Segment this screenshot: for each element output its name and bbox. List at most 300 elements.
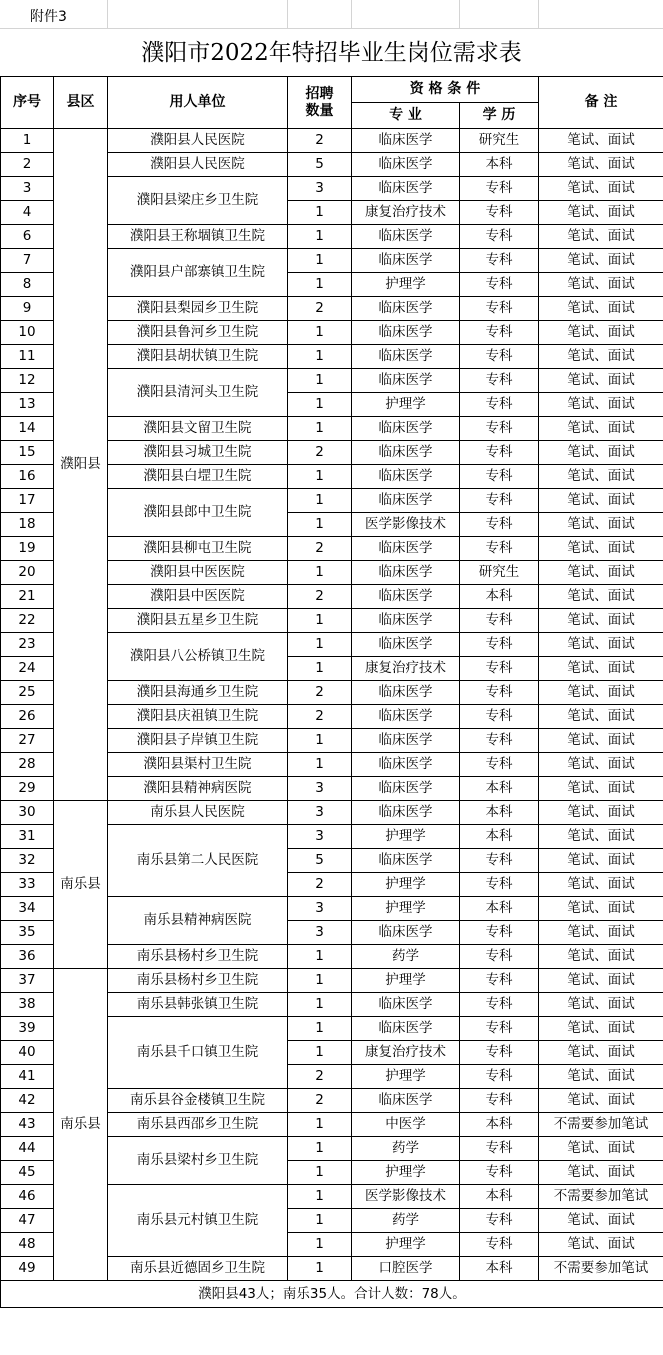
cell-seq: 42	[1, 1089, 54, 1113]
cell-major: 临床医学	[352, 585, 460, 609]
cell-remarks: 笔试、面试	[539, 777, 663, 801]
cell-seq: 41	[1, 1065, 54, 1089]
cell-quota: 1	[288, 1113, 352, 1137]
cell-employer: 南乐县人民医院	[108, 801, 288, 825]
cell-education: 本科	[460, 801, 539, 825]
cell-employer: 南乐县谷金楼镇卫生院	[108, 1089, 288, 1113]
cell-quota: 1	[288, 225, 352, 249]
cell-remarks: 笔试、面试	[539, 1137, 663, 1161]
cell-employer: 濮阳县子岸镇卫生院	[108, 729, 288, 753]
cell-remarks: 笔试、面试	[539, 993, 663, 1017]
cell-quota: 3	[288, 921, 352, 945]
cell-seq: 9	[1, 297, 54, 321]
cell-quota: 1	[288, 1257, 352, 1281]
header-county: 县区	[54, 77, 108, 129]
cell-quota: 1	[288, 513, 352, 537]
header-seq: 序号	[1, 77, 54, 129]
cell-education: 专科	[460, 1065, 539, 1089]
cell-major: 护理学	[352, 969, 460, 993]
cell-quota: 1	[288, 1185, 352, 1209]
cell-quota: 1	[288, 657, 352, 681]
header-quota: 招聘数量	[288, 77, 352, 129]
cell-employer: 濮阳县文留卫生院	[108, 417, 288, 441]
cell-employer: 濮阳县人民医院	[108, 129, 288, 153]
cell-major: 临床医学	[352, 441, 460, 465]
cell-remarks: 笔试、面试	[539, 729, 663, 753]
cell-education: 专科	[460, 1017, 539, 1041]
cell-seq: 7	[1, 249, 54, 273]
cell-quota: 1	[288, 369, 352, 393]
cell-seq: 49	[1, 1257, 54, 1281]
cell-major: 药学	[352, 1209, 460, 1233]
cell-employer: 南乐县西邵乡卫生院	[108, 1113, 288, 1137]
cell-remarks: 笔试、面试	[539, 849, 663, 873]
cell-major: 临床医学	[352, 777, 460, 801]
cell-major: 医学影像技术	[352, 513, 460, 537]
cell-major: 临床医学	[352, 489, 460, 513]
cell-major: 临床医学	[352, 369, 460, 393]
cell-education: 专科	[460, 537, 539, 561]
cell-seq: 34	[1, 897, 54, 921]
cell-employer: 濮阳县清河头卫生院	[108, 369, 288, 417]
cell-employer: 南乐县梁村乡卫生院	[108, 1137, 288, 1185]
cell-major: 护理学	[352, 1233, 460, 1257]
cell-remarks: 笔试、面试	[539, 273, 663, 297]
cell-seq: 45	[1, 1161, 54, 1185]
cell-employer: 濮阳县白堽卫生院	[108, 465, 288, 489]
cell-employer: 濮阳县户部寨镇卫生院	[108, 249, 288, 297]
cell-quota: 1	[288, 729, 352, 753]
cell-major: 护理学	[352, 273, 460, 297]
cell-quota: 3	[288, 801, 352, 825]
cell-major: 护理学	[352, 1065, 460, 1089]
cell-quota: 1	[288, 1161, 352, 1185]
cell-major: 临床医学	[352, 177, 460, 201]
cell-seq: 30	[1, 801, 54, 825]
cell-education: 本科	[460, 153, 539, 177]
cell-employer: 南乐县杨村乡卫生院	[108, 945, 288, 969]
cell-education: 专科	[460, 681, 539, 705]
cell-county: 濮阳县	[54, 129, 108, 801]
cell-major: 康复治疗技术	[352, 1041, 460, 1065]
cell-remarks: 笔试、面试	[539, 369, 663, 393]
cell-education: 专科	[460, 393, 539, 417]
cell-education: 本科	[460, 1257, 539, 1281]
gridline	[287, 0, 288, 28]
cell-quota: 2	[288, 297, 352, 321]
cell-education: 本科	[460, 825, 539, 849]
cell-remarks: 笔试、面试	[539, 561, 663, 585]
cell-quota: 2	[288, 873, 352, 897]
page-title: 濮阳市2022年特招毕业生岗位需求表	[141, 40, 522, 66]
cell-education: 专科	[460, 465, 539, 489]
cell-seq: 43	[1, 1113, 54, 1137]
cell-major: 临床医学	[352, 417, 460, 441]
cell-seq: 33	[1, 873, 54, 897]
cell-education: 专科	[460, 753, 539, 777]
cell-employer: 濮阳县中医医院	[108, 585, 288, 609]
cell-major: 临床医学	[352, 321, 460, 345]
cell-employer: 濮阳县八公桥镇卫生院	[108, 633, 288, 681]
cell-education: 专科	[460, 345, 539, 369]
cell-seq: 24	[1, 657, 54, 681]
cell-quota: 3	[288, 177, 352, 201]
cell-education: 专科	[460, 369, 539, 393]
cell-quota: 1	[288, 201, 352, 225]
cell-remarks: 笔试、面试	[539, 1233, 663, 1257]
cell-education: 专科	[460, 657, 539, 681]
cell-remarks: 笔试、面试	[539, 801, 663, 825]
header-major: 专 业	[352, 103, 460, 129]
cell-employer: 濮阳县梁庄乡卫生院	[108, 177, 288, 225]
cell-education: 专科	[460, 609, 539, 633]
cell-major: 临床医学	[352, 921, 460, 945]
cell-remarks: 笔试、面试	[539, 1209, 663, 1233]
gridline	[538, 0, 539, 28]
cell-quota: 2	[288, 705, 352, 729]
cell-quota: 3	[288, 825, 352, 849]
cell-remarks: 笔试、面试	[539, 441, 663, 465]
cell-major: 护理学	[352, 873, 460, 897]
cell-education: 本科	[460, 1185, 539, 1209]
cell-education: 专科	[460, 177, 539, 201]
cell-seq: 37	[1, 969, 54, 993]
cell-remarks: 不需要参加笔试	[539, 1257, 663, 1281]
cell-quota: 1	[288, 465, 352, 489]
cell-employer: 濮阳县精神病医院	[108, 777, 288, 801]
cell-quota: 2	[288, 1065, 352, 1089]
cell-major: 中医学	[352, 1113, 460, 1137]
cell-employer: 濮阳县海通乡卫生院	[108, 681, 288, 705]
table-row	[1, 129, 663, 153]
cell-major: 临床医学	[352, 297, 460, 321]
cell-seq: 22	[1, 609, 54, 633]
cell-major: 临床医学	[352, 537, 460, 561]
cell-employer: 濮阳县人民医院	[108, 153, 288, 177]
cell-remarks: 笔试、面试	[539, 537, 663, 561]
cell-employer: 濮阳县鲁河乡卫生院	[108, 321, 288, 345]
cell-employer: 濮阳县习城卫生院	[108, 441, 288, 465]
cell-major: 药学	[352, 1137, 460, 1161]
cell-quota: 5	[288, 849, 352, 873]
attachment-label: 附件3	[30, 9, 67, 25]
cell-quota: 2	[288, 129, 352, 153]
cell-employer: 南乐县第二人民医院	[108, 825, 288, 897]
cell-education: 专科	[460, 993, 539, 1017]
cell-remarks: 笔试、面试	[539, 345, 663, 369]
cell-education: 本科	[460, 1113, 539, 1137]
cell-employer: 南乐县精神病医院	[108, 897, 288, 945]
gridline	[107, 0, 108, 28]
cell-seq: 14	[1, 417, 54, 441]
cell-remarks: 笔试、面试	[539, 177, 663, 201]
cell-quota: 1	[288, 1017, 352, 1041]
cell-remarks: 笔试、面试	[539, 1017, 663, 1041]
cell-major: 临床医学	[352, 561, 460, 585]
cell-education: 专科	[460, 1233, 539, 1257]
cell-remarks: 笔试、面试	[539, 897, 663, 921]
cell-employer: 濮阳县王称堌镇卫生院	[108, 225, 288, 249]
cell-education: 研究生	[460, 129, 539, 153]
cell-education: 专科	[460, 1089, 539, 1113]
cell-seq: 48	[1, 1233, 54, 1257]
table-row	[1, 969, 663, 993]
cell-major: 临床医学	[352, 849, 460, 873]
cell-education: 专科	[460, 873, 539, 897]
cell-quota: 1	[288, 1209, 352, 1233]
cell-quota: 1	[288, 489, 352, 513]
cell-remarks: 笔试、面试	[539, 201, 663, 225]
cell-seq: 29	[1, 777, 54, 801]
footer-summary: 濮阳县43人；南乐35人。合计人数：78人。	[1, 1281, 663, 1308]
cell-education: 专科	[460, 849, 539, 873]
cell-education: 专科	[460, 1041, 539, 1065]
cell-education: 专科	[460, 633, 539, 657]
cell-seq: 16	[1, 465, 54, 489]
cell-seq: 21	[1, 585, 54, 609]
gridline	[459, 0, 460, 28]
cell-remarks: 笔试、面试	[539, 753, 663, 777]
cell-quota: 1	[288, 561, 352, 585]
cell-education: 专科	[460, 297, 539, 321]
cell-seq: 13	[1, 393, 54, 417]
cell-seq: 28	[1, 753, 54, 777]
cell-seq: 46	[1, 1185, 54, 1209]
cell-education: 专科	[460, 513, 539, 537]
cell-seq: 19	[1, 537, 54, 561]
cell-employer: 濮阳县中医医院	[108, 561, 288, 585]
cell-education: 专科	[460, 1161, 539, 1185]
cell-major: 临床医学	[352, 753, 460, 777]
cell-quota: 1	[288, 945, 352, 969]
cell-education: 专科	[460, 249, 539, 273]
cell-county: 南乐县	[54, 801, 108, 969]
cell-seq: 25	[1, 681, 54, 705]
cell-quota: 1	[288, 753, 352, 777]
cell-seq: 26	[1, 705, 54, 729]
cell-seq: 12	[1, 369, 54, 393]
cell-major: 临床医学	[352, 465, 460, 489]
cell-seq: 47	[1, 1209, 54, 1233]
cell-remarks: 笔试、面试	[539, 417, 663, 441]
cell-education: 本科	[460, 897, 539, 921]
cell-employer: 濮阳县五星乡卫生院	[108, 609, 288, 633]
cell-seq: 20	[1, 561, 54, 585]
table-row	[1, 801, 663, 825]
cell-remarks: 不需要参加笔试	[539, 1113, 663, 1137]
cell-quota: 1	[288, 609, 352, 633]
cell-employer: 南乐县元村镇卫生院	[108, 1185, 288, 1257]
cell-major: 临床医学	[352, 249, 460, 273]
cell-education: 专科	[460, 441, 539, 465]
cell-employer: 濮阳县郎中卫生院	[108, 489, 288, 537]
header-employer: 用人单位	[108, 77, 288, 129]
cell-major: 临床医学	[352, 1017, 460, 1041]
cell-major: 临床医学	[352, 801, 460, 825]
cell-quota: 1	[288, 993, 352, 1017]
cell-quota: 1	[288, 345, 352, 369]
cell-remarks: 笔试、面试	[539, 633, 663, 657]
cell-seq: 31	[1, 825, 54, 849]
recruitment-table	[0, 76, 663, 1308]
cell-remarks: 笔试、面试	[539, 945, 663, 969]
cell-employer: 濮阳县渠村卫生院	[108, 753, 288, 777]
cell-major: 临床医学	[352, 129, 460, 153]
cell-quota: 1	[288, 969, 352, 993]
cell-major: 护理学	[352, 393, 460, 417]
cell-education: 专科	[460, 1137, 539, 1161]
cell-seq: 35	[1, 921, 54, 945]
cell-education: 本科	[460, 585, 539, 609]
cell-employer: 南乐县杨村乡卫生院	[108, 969, 288, 993]
cell-education: 专科	[460, 705, 539, 729]
cell-major: 临床医学	[352, 225, 460, 249]
cell-remarks: 笔试、面试	[539, 1161, 663, 1185]
cell-education: 专科	[460, 489, 539, 513]
cell-remarks: 笔试、面试	[539, 873, 663, 897]
cell-education: 研究生	[460, 561, 539, 585]
cell-employer: 南乐县韩张镇卫生院	[108, 993, 288, 1017]
cell-education: 本科	[460, 777, 539, 801]
cell-seq: 27	[1, 729, 54, 753]
cell-seq: 11	[1, 345, 54, 369]
cell-quota: 1	[288, 417, 352, 441]
cell-employer: 南乐县千口镇卫生院	[108, 1017, 288, 1089]
cell-seq: 10	[1, 321, 54, 345]
cell-remarks: 笔试、面试	[539, 393, 663, 417]
cell-quota: 1	[288, 273, 352, 297]
cell-quota: 1	[288, 393, 352, 417]
cell-remarks: 笔试、面试	[539, 153, 663, 177]
cell-education: 专科	[460, 273, 539, 297]
cell-seq: 17	[1, 489, 54, 513]
cell-seq: 44	[1, 1137, 54, 1161]
cell-seq: 15	[1, 441, 54, 465]
cell-seq: 39	[1, 1017, 54, 1041]
gridline	[351, 0, 352, 28]
cell-employer: 南乐县近德固乡卫生院	[108, 1257, 288, 1281]
cell-remarks: 笔试、面试	[539, 321, 663, 345]
cell-remarks: 笔试、面试	[539, 921, 663, 945]
cell-quota: 5	[288, 153, 352, 177]
cell-education: 专科	[460, 225, 539, 249]
cell-education: 专科	[460, 945, 539, 969]
cell-remarks: 笔试、面试	[539, 225, 663, 249]
cell-quota: 1	[288, 1137, 352, 1161]
cell-seq: 38	[1, 993, 54, 1017]
cell-major: 护理学	[352, 897, 460, 921]
cell-remarks: 笔试、面试	[539, 297, 663, 321]
cell-remarks: 笔试、面试	[539, 1041, 663, 1065]
cell-remarks: 笔试、面试	[539, 1089, 663, 1113]
cell-quota: 1	[288, 633, 352, 657]
cell-education: 专科	[460, 921, 539, 945]
cell-remarks: 笔试、面试	[539, 825, 663, 849]
cell-seq: 36	[1, 945, 54, 969]
cell-education: 专科	[460, 969, 539, 993]
cell-quota: 1	[288, 1041, 352, 1065]
cell-employer: 濮阳县胡状镇卫生院	[108, 345, 288, 369]
cell-major: 口腔医学	[352, 1257, 460, 1281]
cell-quota: 2	[288, 537, 352, 561]
cell-major: 临床医学	[352, 345, 460, 369]
header-qualification: 资 格 条 件	[352, 77, 539, 103]
cell-education: 专科	[460, 321, 539, 345]
cell-major: 临床医学	[352, 153, 460, 177]
cell-major: 临床医学	[352, 633, 460, 657]
cell-major: 康复治疗技术	[352, 201, 460, 225]
cell-major: 康复治疗技术	[352, 657, 460, 681]
cell-major: 医学影像技术	[352, 1185, 460, 1209]
cell-county: 南乐县	[54, 969, 108, 1281]
cell-major: 护理学	[352, 1161, 460, 1185]
cell-education: 专科	[460, 729, 539, 753]
cell-seq: 1	[1, 129, 54, 153]
cell-seq: 32	[1, 849, 54, 873]
cell-remarks: 笔试、面试	[539, 609, 663, 633]
cell-major: 临床医学	[352, 1089, 460, 1113]
cell-major: 护理学	[352, 825, 460, 849]
cell-quota: 2	[288, 585, 352, 609]
cell-major: 临床医学	[352, 993, 460, 1017]
cell-major: 临床医学	[352, 681, 460, 705]
cell-remarks: 笔试、面试	[539, 249, 663, 273]
spreadsheet-top-row	[0, 0, 663, 29]
cell-seq: 8	[1, 273, 54, 297]
cell-education: 专科	[460, 201, 539, 225]
cell-employer: 濮阳县柳屯卫生院	[108, 537, 288, 561]
cell-seq: 40	[1, 1041, 54, 1065]
cell-quota: 2	[288, 441, 352, 465]
cell-remarks: 笔试、面试	[539, 585, 663, 609]
cell-quota: 2	[288, 681, 352, 705]
cell-remarks: 笔试、面试	[539, 513, 663, 537]
cell-quota: 1	[288, 249, 352, 273]
cell-quota: 2	[288, 1089, 352, 1113]
cell-remarks: 笔试、面试	[539, 705, 663, 729]
cell-seq: 2	[1, 153, 54, 177]
cell-employer: 濮阳县庆祖镇卫生院	[108, 705, 288, 729]
cell-seq: 6	[1, 225, 54, 249]
cell-education: 专科	[460, 1209, 539, 1233]
cell-remarks: 笔试、面试	[539, 465, 663, 489]
cell-remarks: 笔试、面试	[539, 489, 663, 513]
cell-remarks: 笔试、面试	[539, 681, 663, 705]
cell-quota: 3	[288, 777, 352, 801]
cell-seq: 23	[1, 633, 54, 657]
cell-employer: 濮阳县梨园乡卫生院	[108, 297, 288, 321]
cell-seq: 4	[1, 201, 54, 225]
cell-major: 临床医学	[352, 609, 460, 633]
cell-major: 临床医学	[352, 729, 460, 753]
cell-remarks: 笔试、面试	[539, 657, 663, 681]
header-education: 学 历	[460, 103, 539, 129]
cell-remarks: 笔试、面试	[539, 1065, 663, 1089]
cell-remarks: 不需要参加笔试	[539, 1185, 663, 1209]
cell-education: 专科	[460, 417, 539, 441]
header-remarks: 备 注	[539, 77, 663, 129]
footer-row	[1, 1281, 663, 1308]
cell-remarks: 笔试、面试	[539, 129, 663, 153]
cell-seq: 3	[1, 177, 54, 201]
cell-seq: 18	[1, 513, 54, 537]
cell-quota: 1	[288, 321, 352, 345]
cell-major: 临床医学	[352, 705, 460, 729]
cell-quota: 1	[288, 1233, 352, 1257]
cell-remarks: 笔试、面试	[539, 969, 663, 993]
cell-quota: 3	[288, 897, 352, 921]
cell-major: 药学	[352, 945, 460, 969]
